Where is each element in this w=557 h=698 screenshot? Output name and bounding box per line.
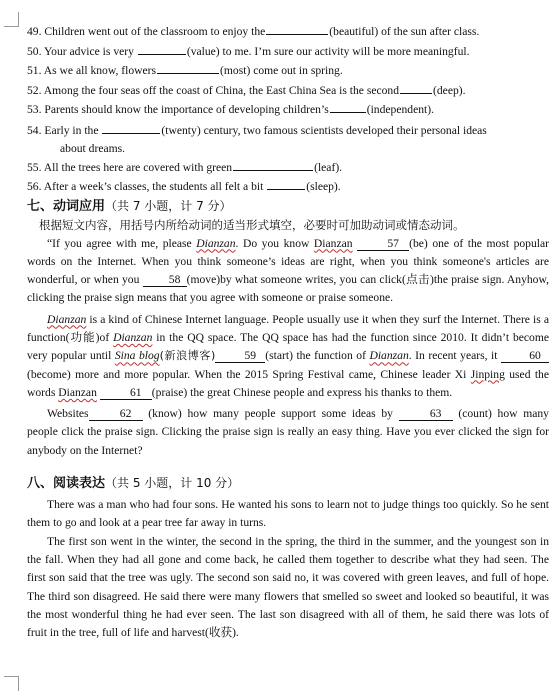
answer-blank <box>400 81 432 94</box>
reading-paragraph-2: The first son went in the winter, the second in the spring, the third in the summer, and the youngest son in the fall. When they had all gone and come back, he called them together to describe what they had seen. The first son said that the tree was ugly. The second son said no, it was covered with green leaves, and full of hope. The third son disagreed. He said there were many flowers that smelled so sweet and looked so beautiful, it was the most wonderful thing he had ever seen. The last son disagreed with all of them, he said there was lots of fruit in the tree, full of life and harvest(收获). <box>27 534 549 640</box>
document-body <box>27 22 549 642</box>
section-7-instruction: 根据短文内容，用括号内所给动词的适当形式填空，必要时可加助动词或情态动词。 <box>39 217 465 232</box>
question-56: 56. After a week’s classes, the students all felt a bit (sleep). <box>27 177 549 197</box>
blank-60: 60 <box>501 349 549 363</box>
answer-blank <box>102 121 160 134</box>
question-51: 51. As we all know, flowers (most) come out in spring. <box>27 61 549 81</box>
blank-62: 62 <box>89 407 143 421</box>
blank-63: 63 <box>399 407 453 421</box>
blank-61: 61 <box>100 386 152 400</box>
answer-blank <box>267 177 305 190</box>
blank-59: 59 <box>215 349 265 363</box>
blank-57: 57 <box>357 237 409 251</box>
blank-58: 58 <box>143 273 187 287</box>
answer-blank <box>266 22 328 35</box>
answer-blank <box>138 42 186 55</box>
crop-mark-top-left <box>4 12 19 27</box>
section-8-heading: 八、阅读表达（共 5 小题，计 10 分） <box>27 476 240 492</box>
question-53: 53. Parents should know the importance of developing children’s (independent). <box>27 100 549 120</box>
reading-paragraph-1: There was a man who had four sons. He wanted his sons to learn not to judge things too quickly. So he sent them to go and look at a pear tree far away in turns. <box>27 498 549 530</box>
question-49: 49. Children went out of the classroom to enjoy the (beautiful) of the sun after class. <box>27 22 549 42</box>
answer-blank <box>157 61 219 74</box>
passage-paragraph-3: Websites 62 (know) how many people support some ideas by 63 (count) how many people click the praise sign. Clicking the praise sign is really an easy thing. Have you ever clicked the sign for anybody on the Internet? <box>27 407 549 457</box>
question-52: 52. Among the four seas off the coast of China, the East China Sea is the second (deep). <box>27 81 549 101</box>
crop-mark-bottom-left <box>4 676 19 691</box>
question-54: 54. Early in the (twenty) century, two famous scientists developed their personal ideas about dreams. <box>27 120 549 158</box>
passage-paragraph-2: Dianzan is a kind of Chinese Internet language. People usually use it when they surf the Internet. There is a function(功能)of Dianzan in the QQ space. The QQ space has had the function since 2010. It didn’t become very popular until Sina blog(新浪博客) 59 (start) the function of Dianzan. In recent years, it 60(become) more and more popular. When the 2015 Spring Festival came, Chinese leader Xi Jinping used the words Dianzan 61 (praise) the great Chinese people and express his thanks to them. <box>27 312 549 399</box>
question-55: 55. All the trees here are covered with green (leaf). <box>27 158 549 178</box>
answer-blank <box>330 100 366 113</box>
passage-paragraph-1: “If you agree with me, please Dianzan. Do you know Dianzan 57 (be) one of the most popular words on the Internet. When you think someone’s ideas are right, when you think someone's articles are wonderful, or when you 58 (move)by what someone writes, you can click(点击)the praise sign. Anyhow, clicking the praise sign means that you agree with someone or praise someone. <box>27 236 549 305</box>
section-7-heading: 七、动词应用（共 7 小题，计 7 分） <box>27 198 232 214</box>
answer-blank <box>233 158 313 171</box>
question-50: 50. Your advice is very (value) to me. I’m sure our activity will be more meaningful. <box>27 42 549 62</box>
word-formation-questions <box>27 22 549 197</box>
